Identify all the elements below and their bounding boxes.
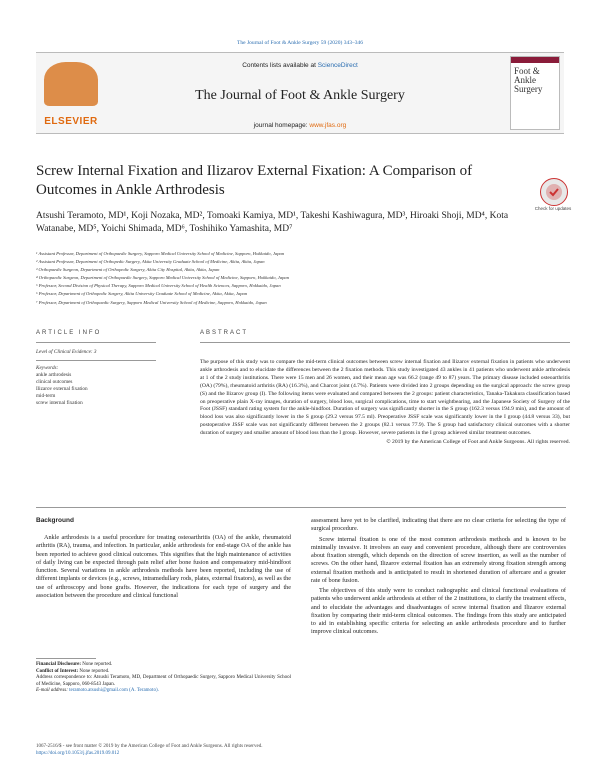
email-link[interactable]: teramoto.atsushi@gmail.com (A. Teramoto). [67, 688, 159, 694]
email-label: E-mail address: [36, 688, 68, 694]
abstract-column [200, 330, 570, 446]
journal-citation[interactable]: The Journal of Foot & Ankle Surgery 59 (2020) 343–346 [237, 40, 363, 46]
keywords-label: Keywords: [36, 365, 59, 371]
conflict-value: None reported. [78, 668, 110, 674]
financial-disclosure [36, 662, 291, 669]
affiliation-item: ⁴ Orthopaedic Surgeon, Department of Orthopaedic Surgery, Sapporo Medical University School of Medicine, Sapporo, Hokkaido, Japan [36, 275, 290, 281]
article-info-column [36, 330, 156, 407]
cover-bar [511, 57, 559, 63]
affiliation-item: ³ Orthopaedic Surgeon, Department of Orthopedic Surgery, Akita City Hospital, Akita, Akita, Japan [36, 267, 220, 273]
affiliations [36, 250, 556, 307]
author-list: Atsushi Teramoto, MD¹, Koji Nozaka, MD², Tomoaki Kamiya, MD¹, Takeshi Kashiwagura, MD³, Hiroaki Shoji, MD⁴, Kota Watanabe, MD⁵, Yoichi Shimada, MD⁶, Toshihiko Yamashita, MD⁷ [36, 211, 509, 234]
check-for-updates-icon[interactable] [540, 178, 568, 206]
homepage-prefix: journal homepage: [253, 122, 310, 129]
body-paragraph: Screw internal fixation is one of the most common arthrodesis methods and is known to be minimally invasive. It involves an easy and convenient procedure, although there are controversies about fixation strength, which depends on the direction of screw insertion, as well as the number of screws. On the other hand, Ilizarov external fixation has an extremely strong fixation strength among external fixation methods and is anticipated to result in shortened duration of aftercare and a greater rate of bone fusion. [311, 535, 566, 584]
body-paragraph: assessment have yet to be clarified, indicating that there are no clear criteria for selecting the type of surgical procedure. [311, 517, 566, 533]
sciencedirect-link[interactable]: ScienceDirect [317, 62, 358, 69]
article-info-heading: ARTICLE INFO [36, 330, 102, 336]
correspondence-address: Address correspondence to: Atsushi Teramoto, MD, Department of Orthopaedic Surgery, Sapporo Medical University School of Medicine, Sapporo, 060-8543 Japan. [36, 675, 291, 687]
body-paragraph: The objectives of this study were to conduct radiographic and clinical functional evaluations of patients who underwent ankle arthrodesis at either of the 2 institutions, to clarify the treatment effects, and to elucidate the advantages and disadvantages of screw internal fixation and Ilizarov external fixation by comparing their mid-term clinical outcomes. The findings from this study are anticipated to aid in establishing specific criteria for selecting an ankle arthrodesis procedure and to further improve clinical outcomes. [311, 587, 566, 636]
footnotes [36, 658, 291, 695]
body-left-column [36, 517, 291, 600]
abstract-copyright: © 2019 by the American College of Foot and Ankle Surgeons. All rights reserved. [386, 439, 570, 446]
doi-link[interactable]: https://doi.org/10.1053/j.jfas.2019.09.012 [36, 751, 120, 756]
background-heading: Background [36, 517, 74, 524]
article-title: Screw Internal Fixation and Ilizarov External Fixation: A Comparison of Outcomes in Ankle Arthrodesis [36, 163, 473, 198]
page-footer [36, 743, 566, 757]
affiliation-item: ⁶ Professor, Department of Orthopedic Surgery, Akita University Graduate School of Medicine, Akita, Akita, Japan [36, 291, 248, 297]
issn-line: 1067-2516/$ - see front matter © 2019 by the American College of Foot and Ankle Surgeons. All rights reserved. [36, 744, 263, 749]
journal-cover[interactable] [510, 56, 560, 130]
affiliation-item: ¹ Assistant Professor, Department of Orthopaedic Surgery, Sapporo Medical University School of Medicine, Sapporo, Hokkaido, Japan [36, 251, 285, 256]
contents-line [120, 62, 480, 69]
homepage-link[interactable]: www.jfas.org [309, 122, 347, 129]
body-paragraph: Ankle arthrodesis is a useful procedure for treating osteoarthritis (OA) of the ankle, rheumatoid arthritis (RA), trauma, and infection. In particular, ankle arthrodesis for end-stage OA of the ankle has been reported to achieve good clinical outcomes. This signifies that the high maintenance of activities of daily living can be expected through pain relief after bone fusion and compensatory mid-hindfoot function. Several variations in ankle arthrodesis methods have been reported, including the use of different implants or devices (e.g., screws, intramedullary rods, plates, external fixators), as well as the use of arthroscopy and bone grafts. However, the indications for each type of surgery and the association between the procedure and clinical functional [36, 534, 291, 599]
abstract-text: The purpose of this study was to compare the mid-term clinical outcomes between screw internal fixation and Ilizarov external fixation in patients who underwent ankle arthrodesis and to elucidate the differences between the 2 fixation methods. This study investigated 43 ankles in 41 patients who underwent ankle arthrodesis at 1 of the 2 study institutions. There were 15 men and 26 women, and their mean age was 66.2 (range 49 to 87) years. The primary disease included osteoarthritis (OA) (79%), rheumatoid arthritis (RA) (16.3%), and Charcot joint (4.7%). Patients were divided into 2 groups depending on the surgical approach: the screw group (S) and the Ilizarov group (I). The following items were evaluated and compared between the 2 groups: patient characteristics, Tanaka-Takakura classification based on preoperative plain X-ray images, duration of surgery, blood loss, surgical complications, time to start weightbearing, and the Japanese Society of Surgery of the Foot (JSSF) standard rating system for the ankle-hindfoot. Duration of surgery was significantly shorter in the S group (162.3 versus 194.9 min), and the amount of blood loss was also significantly lower in the S group (29.2 versus 97.5 ml). Preoperative JSSF scale was significantly lower in the I group (44.8 versus 33), but postoperative JSSF scale was not significantly different between the 2 groups (82.1 versus 77.9). The S group had satisfactory clinical outcomes with a shorter duration of surgery and smaller amount of blood loss than the I group. However, severe patients in the I group achieved similar treatment outcomes. [200, 359, 570, 437]
abstract-heading: ABSTRACT [200, 330, 249, 336]
check-updates-symbol-icon [541, 179, 567, 205]
disclosure-label: Financial Disclosure: [36, 662, 82, 667]
email-line [36, 688, 291, 695]
check-for-updates-label[interactable]: Check for updates [534, 206, 572, 211]
affiliation-item: ⁵ Professor, Second Division of Physical Therapy, Sapporo Medical University School of Health Sciences, Sapporo, Hokkaido, Japan [36, 283, 281, 289]
journal-homepage [120, 122, 480, 129]
keyword: Ilizarov external fixation [36, 386, 88, 392]
contents-prefix: Contents lists available at [242, 62, 318, 69]
disclosure-value: None reported. [81, 662, 113, 667]
evidence-level: Level of Clinical Evidence: 3 [36, 349, 97, 355]
keyword: clinical outcomes [36, 379, 73, 385]
keyword: ankle arthrodesis [36, 372, 72, 378]
footnote-rule [36, 658, 96, 659]
keyword: screw internal fixation [36, 400, 83, 406]
body-right-column [311, 517, 566, 637]
keyword: mid-term [36, 393, 56, 399]
conflict-of-interest [36, 669, 291, 676]
divider [36, 342, 156, 343]
affiliation-item: ⁷ Professor, Department of Orthopaedic Surgery, Sapporo Medical University School of Medicine, Sapporo, Hokkaido, Japan [36, 299, 267, 305]
divider [36, 360, 156, 361]
elsevier-logo[interactable] [36, 58, 106, 128]
publisher-name: ELSEVIER [44, 116, 98, 127]
cover-title: Foot & Ankle Surgery [514, 66, 543, 94]
affiliation-item: ² Assistant Professor, Department of Orthopedic Surgery, Akita University Graduate School of Medicine, Akita, Akita, Japan [36, 259, 265, 265]
journal-title: The Journal of Foot & Ankle Surgery [195, 88, 405, 103]
section-divider [36, 507, 566, 508]
elsevier-tree-icon [44, 62, 98, 106]
divider [200, 342, 570, 343]
conflict-label: Conflict of Interest: [36, 668, 79, 674]
